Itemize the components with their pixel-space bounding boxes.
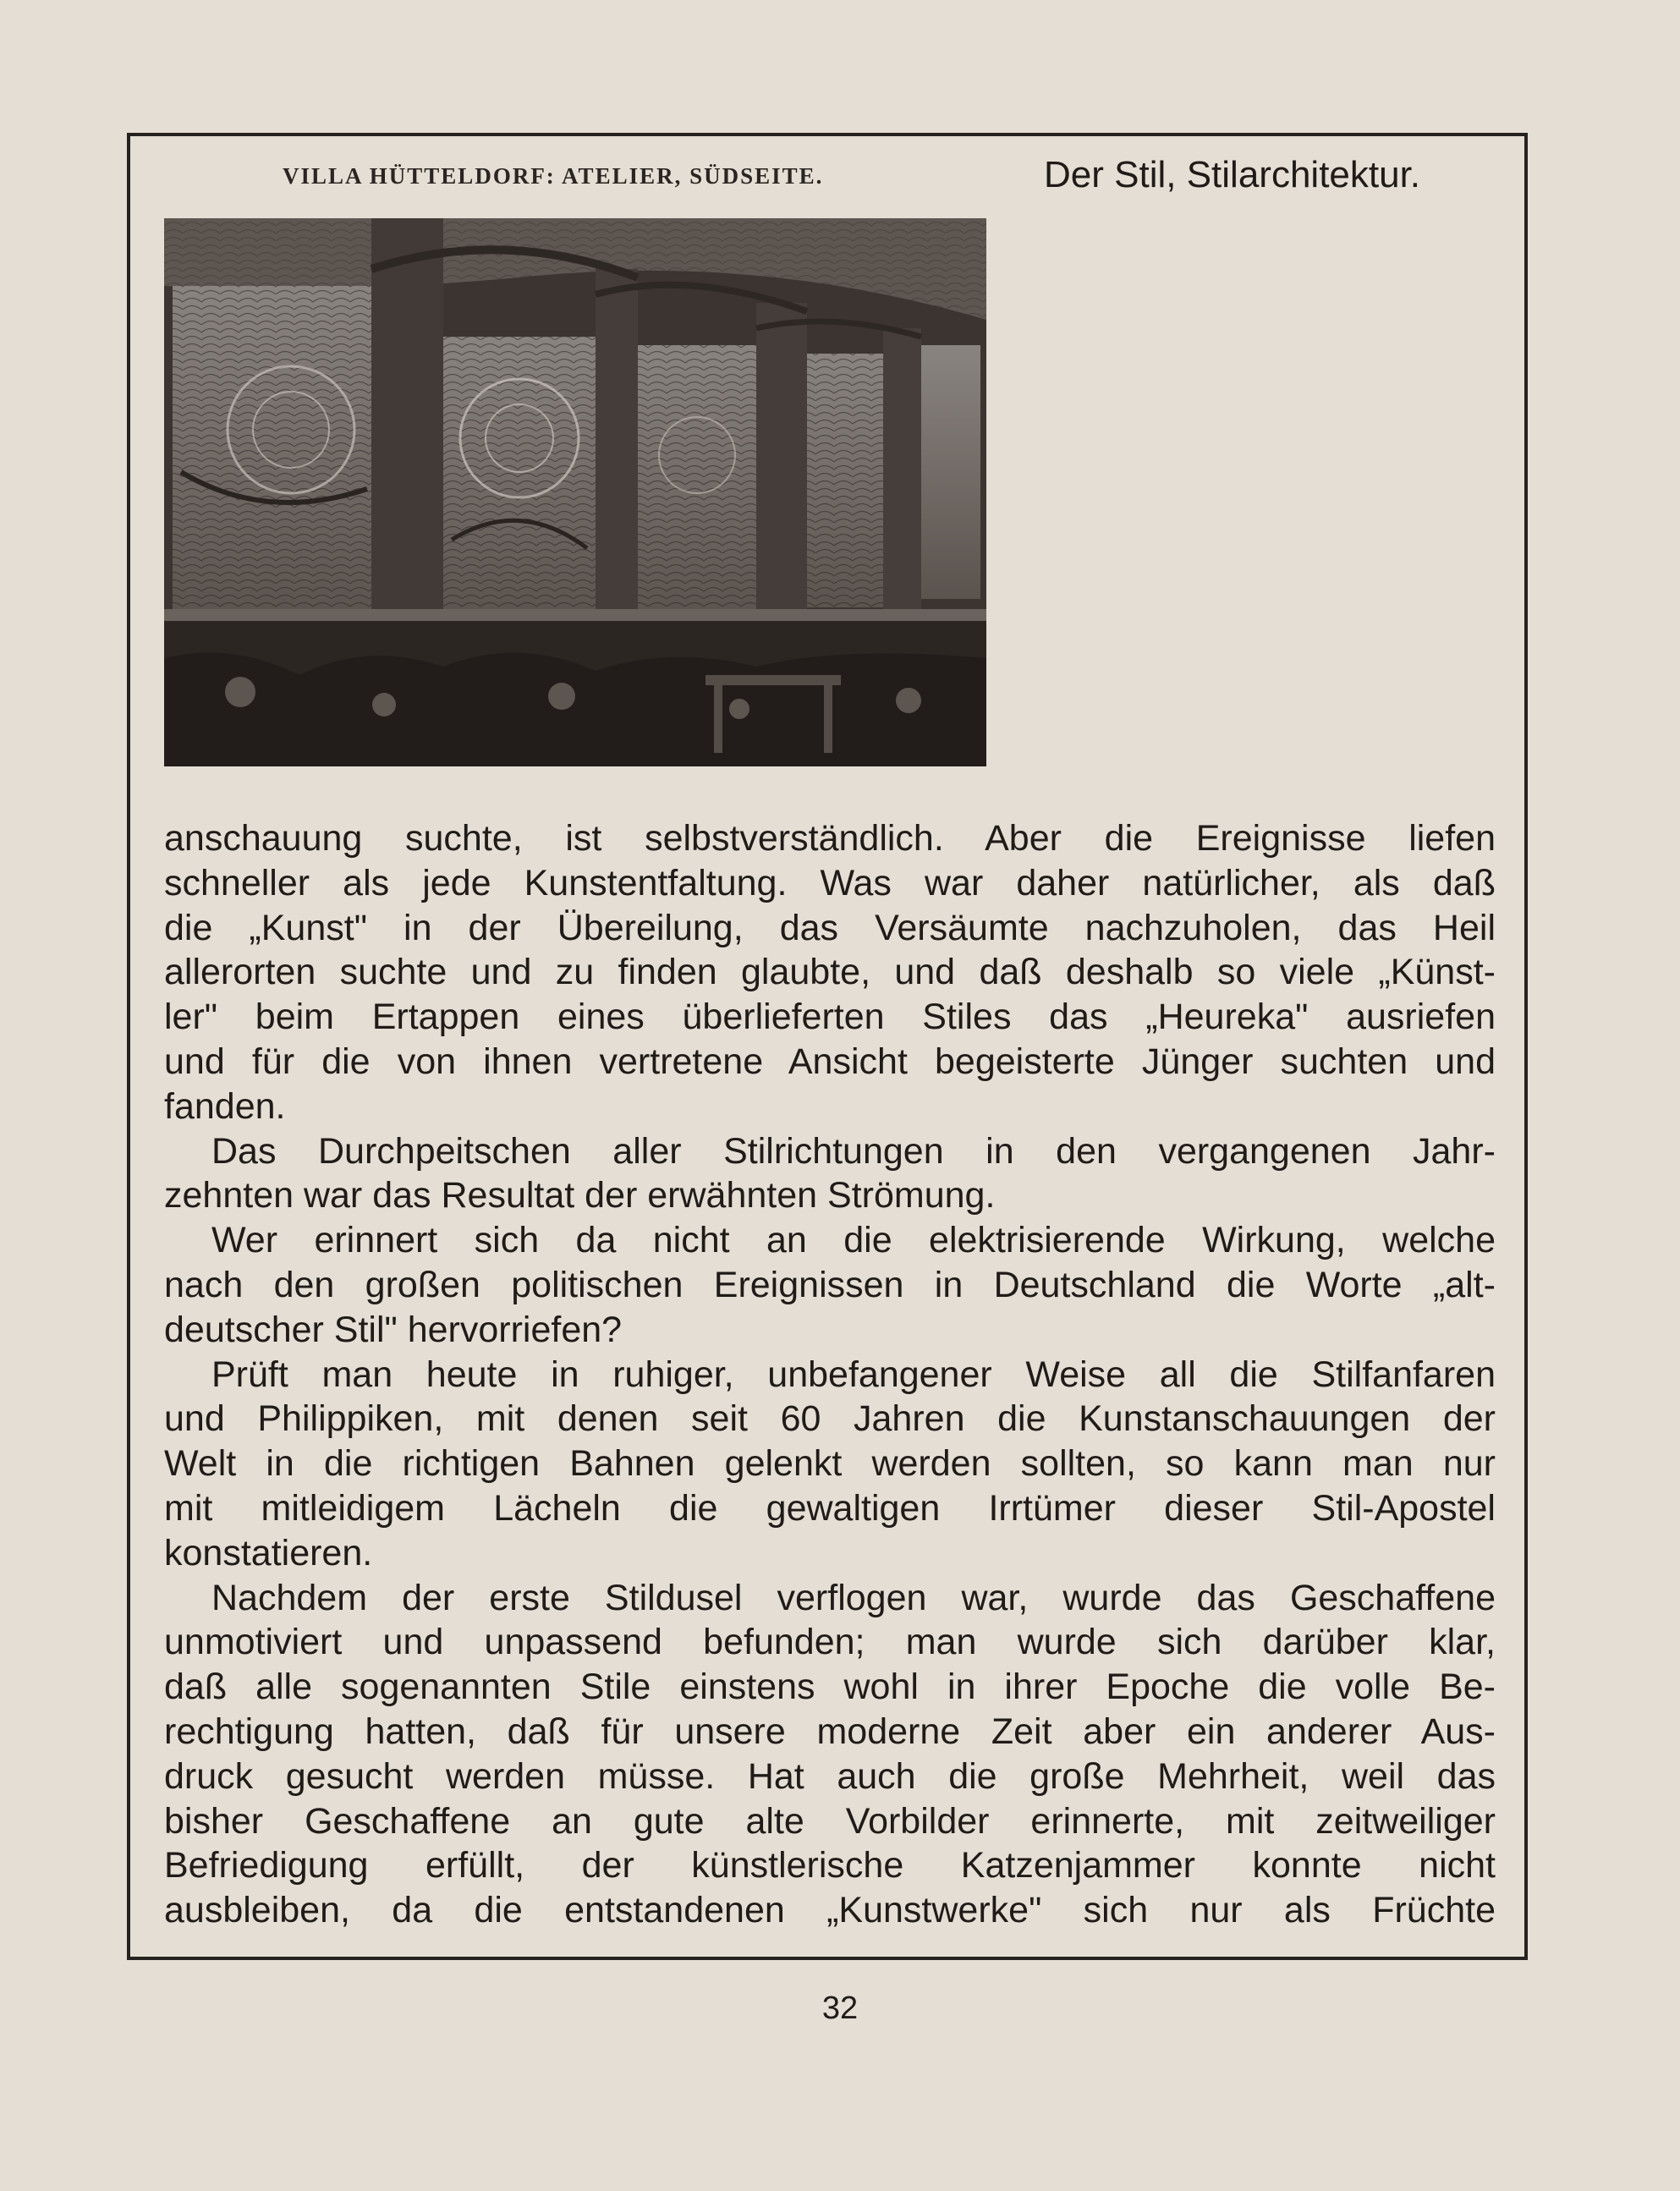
text-line: die „Kunst" in der Übereilung, das Versäumte nachzuholen, das Heil	[164, 907, 1496, 948]
text-line: deutscher Stil" hervorriefen?	[164, 1309, 623, 1350]
illustration-caption: VILLA HÜTTELDORF: ATELIER, SÜDSEITE.	[283, 163, 824, 189]
text-line: Nachdem der erste Stildusel verflogen war, wurde das Geschaffene	[211, 1577, 1496, 1618]
text-line: allerorten suchte und zu finden glaubte, und daß deshalb so viele „Künst-	[164, 952, 1496, 993]
text-line: anschauung suchte, ist selbstverständlich. Aber die Ereignisse liefen	[164, 818, 1496, 859]
text-line: zehnten war das Resultat der erwähnten Strömung.	[164, 1175, 996, 1216]
text-line: ler" beim Ertappen eines überlieferten Stiles das „Heureka" ausriefen	[164, 997, 1496, 1038]
text-line: Prüft man heute in ruhiger, unbefangener Weise all die Stilfanfaren	[211, 1354, 1496, 1395]
text-line: ausbleiben, da die entstandenen „Kunstwerke" sich nur als Früchte	[164, 1890, 1496, 1931]
text-line: und Philippiken, mit denen seit 60 Jahren die Kunstanschauungen der	[164, 1398, 1496, 1440]
text-line: mit mitleidigem Lächeln die gewaltigen Irrtümer dieser Stil-Apostel	[164, 1487, 1496, 1529]
page-number: 32	[821, 1991, 859, 2026]
text-line: nach den großen politischen Ereignissen in Deutschland die Worte „alt-	[164, 1264, 1496, 1305]
text-line: unmotiviert und unpassend befunden; man wurde sich darüber klar,	[164, 1622, 1496, 1663]
text-line: und für die von ihnen vertretene Ansicht begeisterte Jünger suchten und	[164, 1041, 1496, 1082]
running-head: Der Stil, Stilarchitektur.	[1044, 154, 1421, 195]
text-line: Wer erinnert sich da nicht an die elektrisierende Wirkung, welche	[211, 1220, 1496, 1261]
body-text	[164, 816, 1496, 1933]
text-line: Welt in die richtigen Bahnen gelenkt werden sollten, so kann man nur	[164, 1443, 1496, 1485]
text-line: druck gesucht werden müsse. Hat auch die große Mehrheit, weil das	[164, 1755, 1496, 1797]
atelier-photo	[164, 218, 986, 766]
text-line: schneller als jede Kunstentfaltung. Was war daher natürlicher, als daß	[164, 862, 1496, 903]
photo-illustration-icon	[164, 218, 986, 766]
text-line: daß alle sogenannten Stile einstens wohl in ihrer Epoche die volle Be-	[164, 1667, 1496, 1708]
text-line: Befriedigung erfüllt, der künstlerische Katzenjammer konnte nicht	[164, 1845, 1496, 1886]
text-line: Das Durchpeitschen aller Stilrichtungen in den vergangenen Jahr-	[211, 1130, 1496, 1172]
text-line: bisher Geschaffene an gute alte Vorbilder erinnerte, mit zeitweiliger	[164, 1800, 1496, 1842]
text-line: rechtigung hatten, daß für unsere moderne Zeit aber ein anderer Aus-	[164, 1711, 1496, 1752]
text-line: konstatieren.	[164, 1532, 373, 1573]
text-line: fanden.	[164, 1085, 286, 1127]
